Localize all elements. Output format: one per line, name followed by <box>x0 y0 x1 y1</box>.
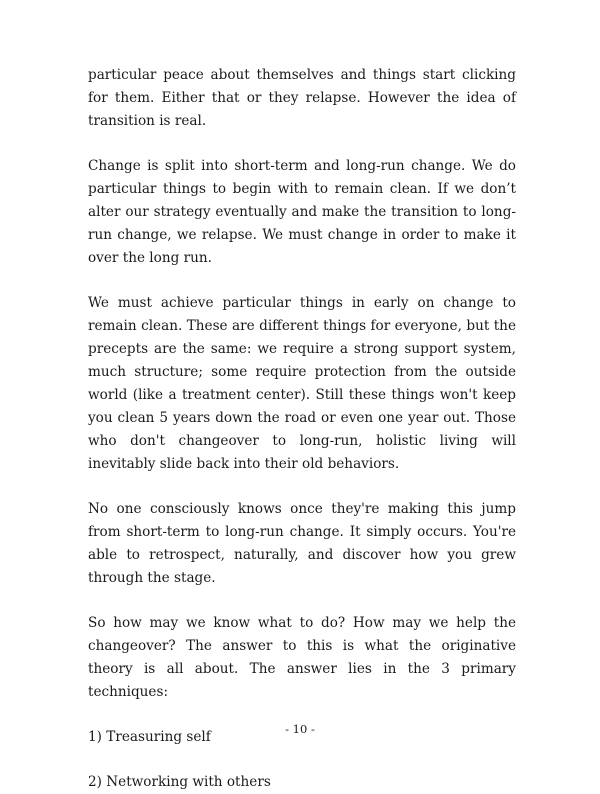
paragraph-1: particular peace about themselves and things start clicking for them. Either that or they relapse. However the idea of transition is real. <box>88 67 516 129</box>
paragraph-2: Change is split into short-term and long-run change. We do particular things to begin with to remain clean. If we don’t alter our strategy eventually and make the transition to long-run change, we relapse. We must change in order to make it over the long run. <box>88 158 516 266</box>
page-body <box>88 64 516 794</box>
paragraph-4: No one consciously knows once they're making this jump from short-term to long-run change. It simply occurs. You're able to retrospect, naturally, and discover how you grew through the stage. <box>88 501 516 586</box>
list-item-1: 1) Treasuring self <box>88 729 211 745</box>
page-number: - 10 - <box>285 722 315 736</box>
paragraph-5: So how may we know what to do? How may we help the changeover? The answer to this is what the originative theory is all about. The answer lies in the 3 primary techniques: <box>88 615 516 700</box>
paragraph-3: We must achieve particular things in early on change to remain clean. These are different things for everyone, but the precepts are the same: we require a strong support system, much structure; some require protection from the outside world (like a treatment center). Still these things won't keep you clean 5 years down the road or even one year out. Those who don't changeover to long-run, holistic living will inevitably slide back into their old behaviors. <box>88 295 516 472</box>
list-item-2: 2) Networking with others <box>88 774 271 790</box>
